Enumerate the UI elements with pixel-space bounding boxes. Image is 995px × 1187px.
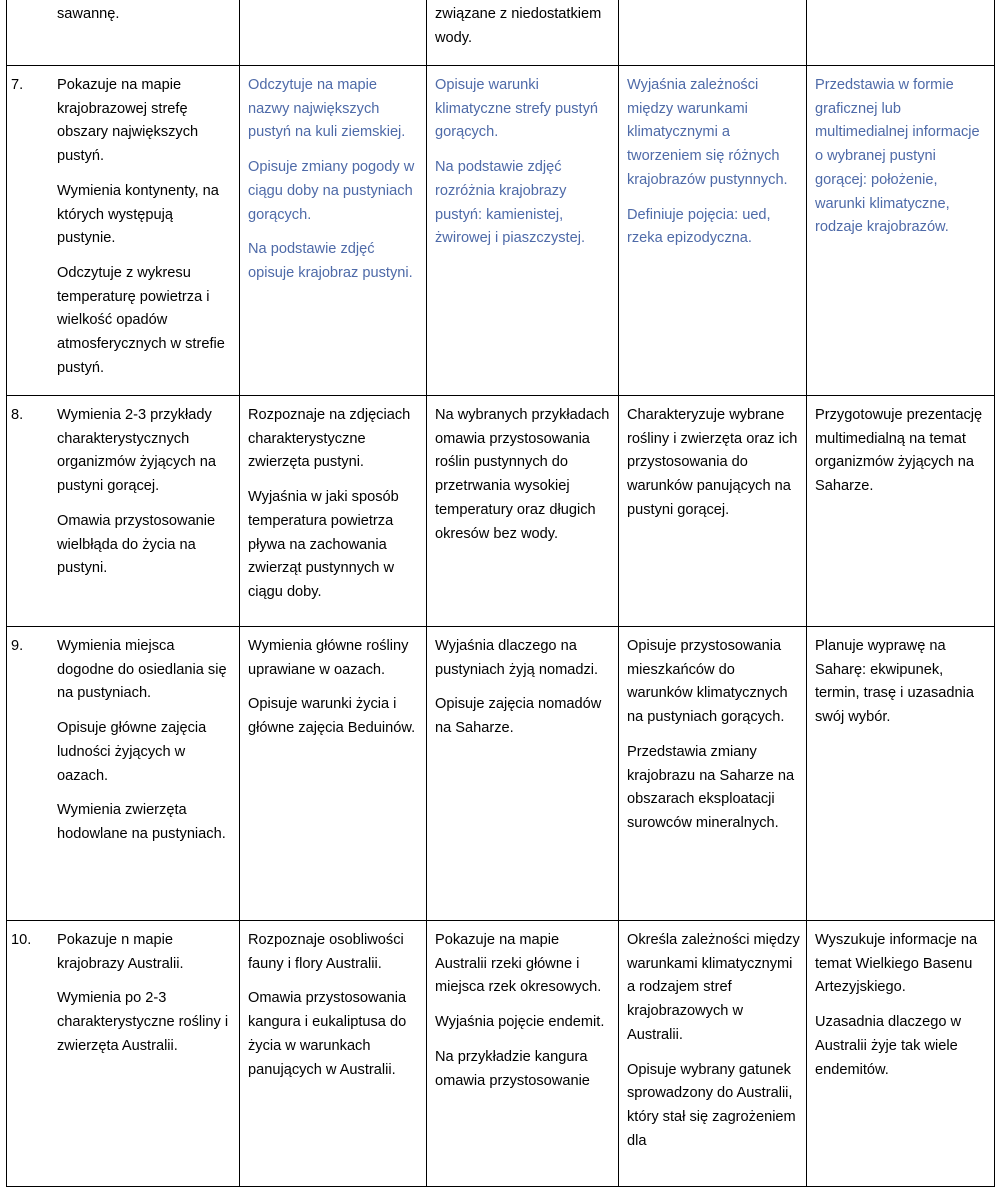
cell-paragraph: Opisuje zmiany pogody w ciągu doby na pustyniach gorących. <box>248 159 415 223</box>
table-cell <box>619 0 807 66</box>
table-row <box>7 0 995 66</box>
row-number: 9. <box>11 638 24 654</box>
table-row <box>7 66 995 396</box>
curriculum-table <box>6 0 995 1187</box>
table-cell <box>427 396 619 627</box>
table-row <box>7 921 995 1187</box>
cell-paragraph: Pokazuje na mapie Australii rzeki główne i miejsca rzek okresowych. <box>435 932 602 996</box>
table-cell <box>240 921 427 1187</box>
cell-paragraph: Opisuje warunki klimatyczne strefy pustyń gorących. <box>435 77 599 141</box>
table-cell <box>7 66 240 396</box>
table-cell <box>807 0 995 66</box>
row-number: 7. <box>11 77 24 93</box>
cell-paragraph: sawannę. <box>57 6 120 22</box>
cell-paragraph: Wymienia kontynenty, na których występują pustynie. <box>57 182 219 247</box>
cell-paragraph: Wymienia po 2-3 charakterystyczne rośliny i zwierzęta Australii. <box>57 990 229 1054</box>
cell-paragraph: Przedstawia w formie graficznej lub multimedialnej informacje o wybranej pustyni gorącej: położenie, warunki klimatyczne, rodzaje krajobrazów. <box>815 77 980 236</box>
table-cell <box>619 66 807 396</box>
cell-paragraph: Wymienia miejsca dogodne do osiedlania się na pustyniach. <box>57 638 227 702</box>
table-cell <box>807 627 995 921</box>
cell-paragraph: Pokazuje na mapie krajobrazowej strefę obszary największych pustyń. <box>57 77 199 165</box>
cell-paragraph: Wyjaśnia dlaczego na pustyniach żyją nomadzi. <box>435 638 599 678</box>
table-cell <box>240 66 427 396</box>
cell-paragraph: Opisuje warunki życia i główne zajęcia Beduinów. <box>248 696 416 737</box>
cell-paragraph: Opisuje główne zajęcia ludności żyjących w oazach. <box>57 720 207 784</box>
cell-paragraph: Rozpoznaje osobliwości fauny i flory Australii. <box>248 932 404 972</box>
cell-paragraph: Planuje wyprawę na Saharę: ekwipunek, termin, trasę i uzasadnia swój wybór. <box>815 638 974 726</box>
cell-paragraph: Wymienia główne rośliny uprawiane w oazach. <box>248 638 409 678</box>
cell-paragraph: Wymienia zwierzęta hodowlane na pustyniach. <box>57 802 226 842</box>
table-cell <box>807 396 995 627</box>
cell-paragraph: Wyjaśnia pojęcie endemit. <box>435 1014 605 1031</box>
cell-paragraph: Rozpoznaje na zdjęciach charakterystyczne zwierzęta pustyni. <box>248 407 411 471</box>
table-row <box>7 396 995 627</box>
cell-paragraph: Uzasadnia dlaczego w Australii żyje tak wiele endemitów. <box>815 1014 962 1078</box>
cell-paragraph: Przedstawia zmiany krajobrazu na Saharze na obszarach eksploatacji surowców mineralnych. <box>627 743 795 831</box>
cell-paragraph: Wyszukuje informacje na temat Wielkiego Basenu Artezyjskiego. <box>815 932 978 996</box>
table-row <box>7 627 995 921</box>
cell-paragraph: Wymienia 2-3 przykłady charakterystycznych organizmów żyjących na pustyni gorącej. <box>57 407 216 495</box>
cell-paragraph: Opisuje przystosowania mieszkańców do warunków klimatycznych na pustyniach gorących. <box>627 638 788 726</box>
cell-paragraph: Na podstawie zdjęć rozróżnia krajobrazy pustyń: kamienistej, żwirowej i piaszczystej. <box>435 159 586 247</box>
table-cell <box>807 921 995 1187</box>
table-cell <box>619 921 807 1187</box>
cell-paragraph: Odczytuje na mapie nazwy największych pustyń na kuli ziemskiej. <box>248 77 406 141</box>
cell-paragraph: Określa zależności między warunkami klimatycznymi a rodzajem stref krajobrazowych w Australii. <box>627 932 800 1043</box>
table-cell <box>7 921 240 1187</box>
table-cell <box>7 627 240 921</box>
row-number: 10. <box>11 932 32 948</box>
cell-paragraph: Definiuje pojęcia: ued, rzeka epizodyczna. <box>627 206 771 247</box>
row-number: 8. <box>11 407 24 423</box>
cell-paragraph: Na wybranych przykładach omawia przystosowania roślin pustynnych do przetrwania wysokiej temperatury oraz długich okresów bez wody. <box>435 407 610 542</box>
table-cell <box>807 66 995 396</box>
table-cell <box>240 627 427 921</box>
cell-paragraph: Opisuje wybrany gatunek sprowadzony do Australii, który stał się zagrożeniem dla <box>627 1061 796 1149</box>
cell-paragraph: Pokazuje n mapie krajobrazy Australii. <box>57 932 184 972</box>
table-cell <box>619 627 807 921</box>
table-cell <box>240 396 427 627</box>
table-cell <box>619 396 807 627</box>
cell-paragraph: Na podstawie zdjęć opisuje krajobraz pustyni. <box>248 241 413 281</box>
cell-paragraph: Opisuje zajęcia nomadów na Saharze. <box>435 696 602 737</box>
cell-paragraph: Omawia przystosowania kangura i eukaliptusa do życia w warunkach panujących w Australii. <box>248 990 407 1078</box>
table-cell <box>7 0 240 66</box>
cell-paragraph: Charakteryzuje wybrane rośliny i zwierzęta oraz ich przystosowania do warunków panujących na pustyni gorącej. <box>627 407 798 518</box>
cell-paragraph: Na przykładzie kangura omawia przystosowanie <box>435 1048 590 1089</box>
table-cell <box>240 0 427 66</box>
cell-paragraph: Omawia przystosowanie wielbłąda do życia na pustyni. <box>57 512 216 577</box>
table-cell <box>427 66 619 396</box>
table-cell <box>427 627 619 921</box>
cell-paragraph: Wyjaśnia zależności między warunkami klimatycznymi a tworzeniem się różnych krajobrazów pustynnych. <box>627 77 788 188</box>
table-cell <box>7 396 240 627</box>
table-cell <box>427 0 619 66</box>
table-cell <box>427 921 619 1187</box>
cell-paragraph: Wyjaśnia w jaki sposób temperatura powietrza pływa na zachowania zwierząt pustynnych w ciągu doby. <box>248 489 399 600</box>
cell-paragraph: związane z niedostatkiem wody. <box>435 6 602 46</box>
cell-paragraph: Odczytuje z wykresu temperaturę powietrza i wielkość opadów atmosferycznych w strefie pustyń. <box>57 264 225 376</box>
cell-paragraph: Przygotowuje prezentację multimedialną na temat organizmów żyjących na Saharze. <box>815 407 983 495</box>
